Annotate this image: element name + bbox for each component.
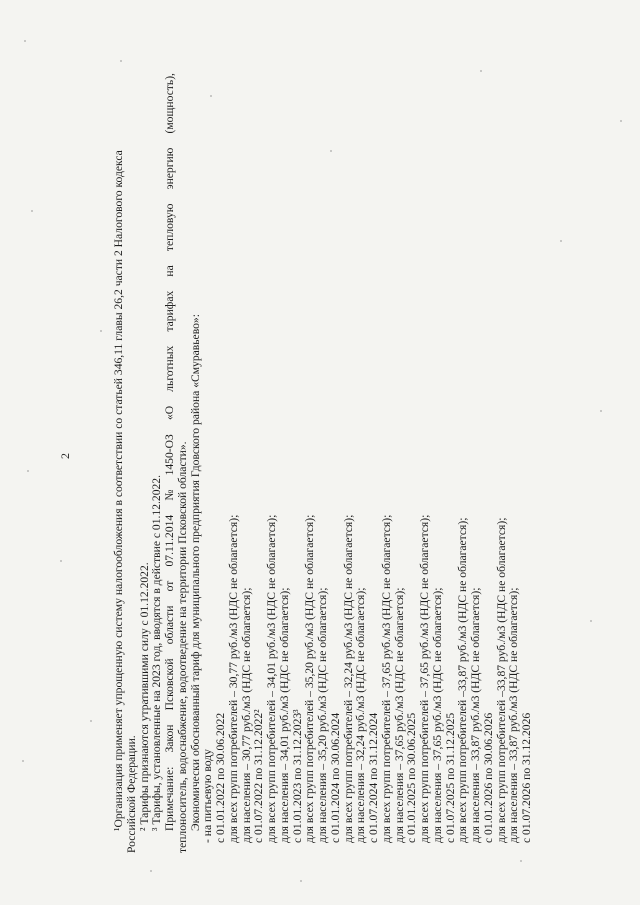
text-line: для всех групп потребителей – 37,65 руб./м3 (НДС не облагается); bbox=[418, 514, 431, 843]
text-line: для населения – 33,87 руб./м3 (НДС не облагается); bbox=[469, 587, 482, 843]
text-line: Примечание: Закон Псковской области от 07.11.2014 № 1450-ОЗ «О льготных тарифах на тепловую энергию (мощность), bbox=[163, 73, 176, 831]
text-line: для населения – 37,65 руб./м3 (НДС не облагается); bbox=[430, 587, 444, 843]
text-line: для населения – 33,87 руб./м3 (НДС не облагается); bbox=[507, 587, 521, 843]
text-line: для всех групп потребителей – 34,01 руб./м3 (НДС не облагается); bbox=[265, 514, 278, 843]
text-line: для населения – 35,20 руб./м3 (НДС не облагается); bbox=[316, 587, 329, 843]
text-line: для населения – 34,01 руб./м3 (НДС не облагается); bbox=[277, 587, 291, 843]
text-line: ² Тарифы признаются утратившими силу с 01.12.2022. bbox=[137, 562, 151, 831]
document-body bbox=[113, 73, 534, 853]
text-line: с 01.07.2022 по 31.12.2022² bbox=[252, 709, 266, 843]
text-line: с 01.07.2025 по 31.12.2025 bbox=[443, 712, 457, 843]
text-line: - на питьевую воду bbox=[201, 749, 215, 843]
text-line: для всех групп потребителей – 32,24 руб./м3 (НДС не облагается); bbox=[341, 514, 355, 843]
text-line: для всех групп потребителей –33,87 руб./м3 (НДС не облагается); bbox=[494, 517, 508, 843]
page-number: 2 bbox=[58, 453, 72, 459]
text-line: Экономически обоснованный тариф для муниципального предприятия Гдовского района «Смуравьево»: bbox=[188, 314, 202, 831]
text-line: с 01.01.2026 по 30.06.2026 bbox=[481, 712, 495, 843]
text-line: для населения – 30,77 руб./м3 (НДС не облагается); bbox=[239, 587, 253, 843]
text-line: с 01.01.2022 по 30.06.2022 bbox=[214, 712, 227, 843]
text-line: Российской Федерации. bbox=[124, 735, 138, 853]
text-line: с 01.01.2023 по 31.12.2023³ bbox=[290, 709, 304, 843]
text-line: для населения – 37,65 руб./м3 (НДС не облагается); bbox=[392, 587, 406, 843]
text-line: с 01.07.2026 по 31.12.2026 bbox=[520, 712, 533, 843]
text-line: для всех групп потребителей – 30,77 руб./м3 (НДС не облагается); bbox=[226, 514, 240, 843]
text-line: для всех групп потребителей – 37,65 руб./м3 (НДС не облагается); bbox=[379, 514, 393, 843]
text-line: с 01.01.2025 по 30.06.2025 bbox=[405, 712, 419, 843]
text-line: ¹Организация применяет упрощенную систему налогообложения в соответствии со статьей 346,11 главы 26,2 части 2 Налогового кодекса bbox=[112, 150, 125, 831]
text-line: для всех групп потребителей –33,87 руб./м3 (НДС не облагается); bbox=[456, 517, 470, 843]
text-line: ³ Тарифы, установленные на 2023 год, вводятся в действие с 01.12.2022. bbox=[150, 475, 164, 831]
text-line: для населения – 32,24 руб./м3 (НДС не облагается); bbox=[354, 587, 368, 843]
text-line: с 01.07.2024 по 31.12.2024 bbox=[367, 712, 380, 843]
text-line: с 01.01.2024 по 30.06.2024 bbox=[328, 712, 342, 843]
text-line: для всех групп потребителей – 35,20 руб./м3 (НДС не облагается); bbox=[303, 514, 317, 843]
text-line: теплоноситель, водоснабжение, водоотведение на территории Псковской области». bbox=[175, 441, 189, 853]
